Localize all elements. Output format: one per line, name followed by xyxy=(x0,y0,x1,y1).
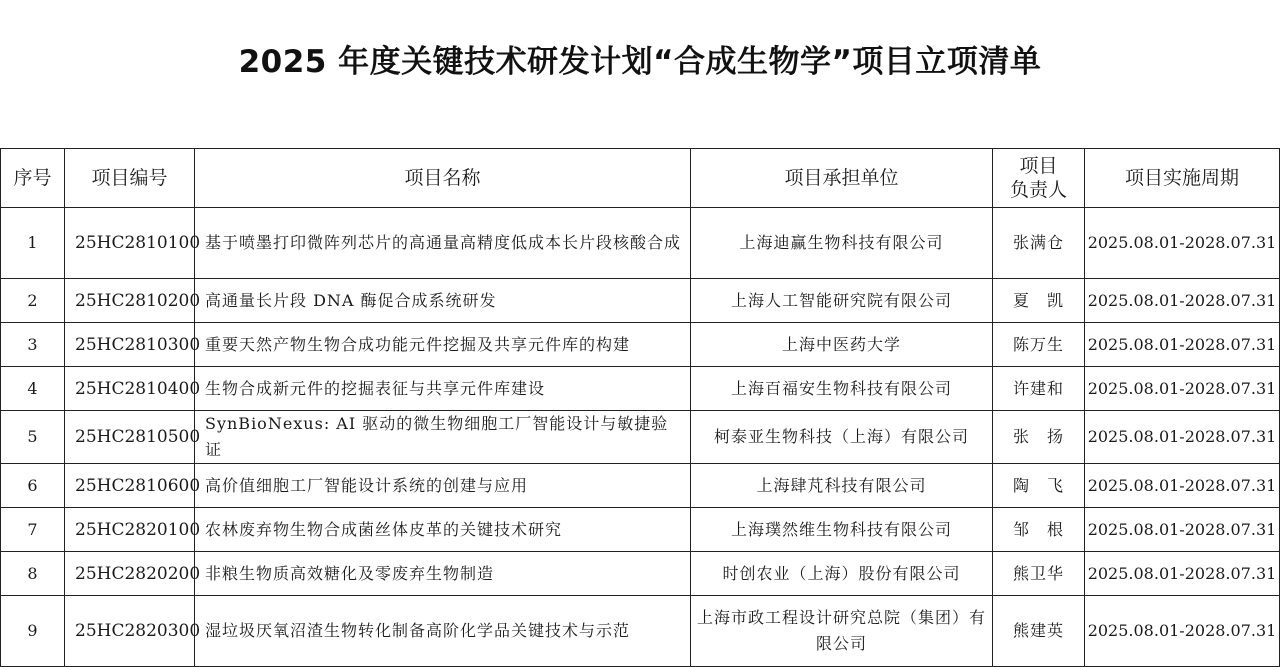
header-code: 项目编号 xyxy=(65,149,195,208)
project-list-table xyxy=(0,148,1280,667)
cell-name: 高通量长片段 DNA 酶促合成系统研发 xyxy=(195,279,691,323)
cell-unit: 上海迪赢生物科技有限公司 xyxy=(691,208,993,279)
cell-unit: 上海中医药大学 xyxy=(691,323,993,367)
header-seq: 序号 xyxy=(1,149,65,208)
cell-code: 25HC2810200 xyxy=(65,279,195,323)
cell-code: 25HC2810100 xyxy=(65,208,195,279)
cell-period: 2025.08.01-2028.07.31 xyxy=(1085,323,1280,367)
table-header-row xyxy=(1,149,1280,208)
cell-lead: 张满仓 xyxy=(993,208,1085,279)
header-lead-line1: 项目 xyxy=(1019,155,1058,177)
header-unit: 项目承担单位 xyxy=(691,149,993,208)
cell-code: 25HC2810500 xyxy=(65,411,195,464)
cell-seq: 4 xyxy=(1,367,65,411)
table-row xyxy=(1,464,1280,508)
document-title: 2025 年度关键技术研发计划“合成生物学”项目立项清单 xyxy=(238,44,1042,80)
cell-name: 非粮生物质高效糖化及零废弃生物制造 xyxy=(195,552,691,596)
cell-name: 生物合成新元件的挖掘表征与共享元件库建设 xyxy=(195,367,691,411)
cell-period: 2025.08.01-2028.07.31 xyxy=(1085,552,1280,596)
cell-period: 2025.08.01-2028.07.31 xyxy=(1085,508,1280,552)
table-row xyxy=(1,208,1280,279)
cell-seq: 2 xyxy=(1,279,65,323)
cell-name: 基于喷墨打印微阵列芯片的高通量高精度低成本长片段核酸合成 xyxy=(195,208,691,279)
cell-unit: 柯泰亚生物科技（上海）有限公司 xyxy=(691,411,993,464)
table-row xyxy=(1,552,1280,596)
cell-period: 2025.08.01-2028.07.31 xyxy=(1085,208,1280,279)
header-lead xyxy=(993,149,1085,208)
cell-seq: 8 xyxy=(1,552,65,596)
cell-seq: 9 xyxy=(1,596,65,667)
cell-seq: 7 xyxy=(1,508,65,552)
header-name: 项目名称 xyxy=(195,149,691,208)
table-row xyxy=(1,508,1280,552)
cell-lead: 夏 凯 xyxy=(993,279,1085,323)
cell-lead: 熊建英 xyxy=(993,596,1085,667)
cell-code: 25HC2810400 xyxy=(65,367,195,411)
table-row xyxy=(1,279,1280,323)
cell-code: 25HC2820300 xyxy=(65,596,195,667)
cell-name: 重要天然产物生物合成功能元件挖掘及共享元件库的构建 xyxy=(195,323,691,367)
table-row xyxy=(1,411,1280,464)
cell-unit: 上海人工智能研究院有限公司 xyxy=(691,279,993,323)
table-row xyxy=(1,367,1280,411)
header-period: 项目实施周期 xyxy=(1085,149,1280,208)
cell-name: 高价值细胞工厂智能设计系统的创建与应用 xyxy=(195,464,691,508)
cell-seq: 1 xyxy=(1,208,65,279)
cell-period: 2025.08.01-2028.07.31 xyxy=(1085,596,1280,667)
header-lead-line2: 负责人 xyxy=(1009,179,1067,201)
cell-unit: 上海璞然维生物科技有限公司 xyxy=(691,508,993,552)
cell-seq: 6 xyxy=(1,464,65,508)
cell-period: 2025.08.01-2028.07.31 xyxy=(1085,411,1280,464)
cell-code: 25HC2810600 xyxy=(65,464,195,508)
cell-lead: 陶 飞 xyxy=(993,464,1085,508)
cell-lead: 熊卫华 xyxy=(993,552,1085,596)
cell-unit: 上海市政工程设计研究总院（集团）有限公司 xyxy=(691,596,993,667)
cell-unit: 时创农业（上海）股份有限公司 xyxy=(691,552,993,596)
cell-code: 25HC2820200 xyxy=(65,552,195,596)
cell-code: 25HC2820100 xyxy=(65,508,195,552)
cell-period: 2025.08.01-2028.07.31 xyxy=(1085,367,1280,411)
cell-name: SynBioNexus: AI 驱动的微生物细胞工厂智能设计与敏捷验证 xyxy=(195,411,691,464)
cell-unit: 上海肆芃科技有限公司 xyxy=(691,464,993,508)
cell-period: 2025.08.01-2028.07.31 xyxy=(1085,279,1280,323)
table-row xyxy=(1,323,1280,367)
cell-name: 农林废弃物生物合成菌丝体皮革的关键技术研究 xyxy=(195,508,691,552)
cell-name: 湿垃圾厌氧沼渣生物转化制备高阶化学品关键技术与示范 xyxy=(195,596,691,667)
cell-seq: 5 xyxy=(1,411,65,464)
cell-lead: 陈万生 xyxy=(993,323,1085,367)
cell-period: 2025.08.01-2028.07.31 xyxy=(1085,464,1280,508)
cell-unit: 上海百福安生物科技有限公司 xyxy=(691,367,993,411)
cell-lead: 许建和 xyxy=(993,367,1085,411)
cell-lead: 邹 根 xyxy=(993,508,1085,552)
table-row xyxy=(1,596,1280,667)
cell-lead: 张 扬 xyxy=(993,411,1085,464)
cell-seq: 3 xyxy=(1,323,65,367)
cell-code: 25HC2810300 xyxy=(65,323,195,367)
